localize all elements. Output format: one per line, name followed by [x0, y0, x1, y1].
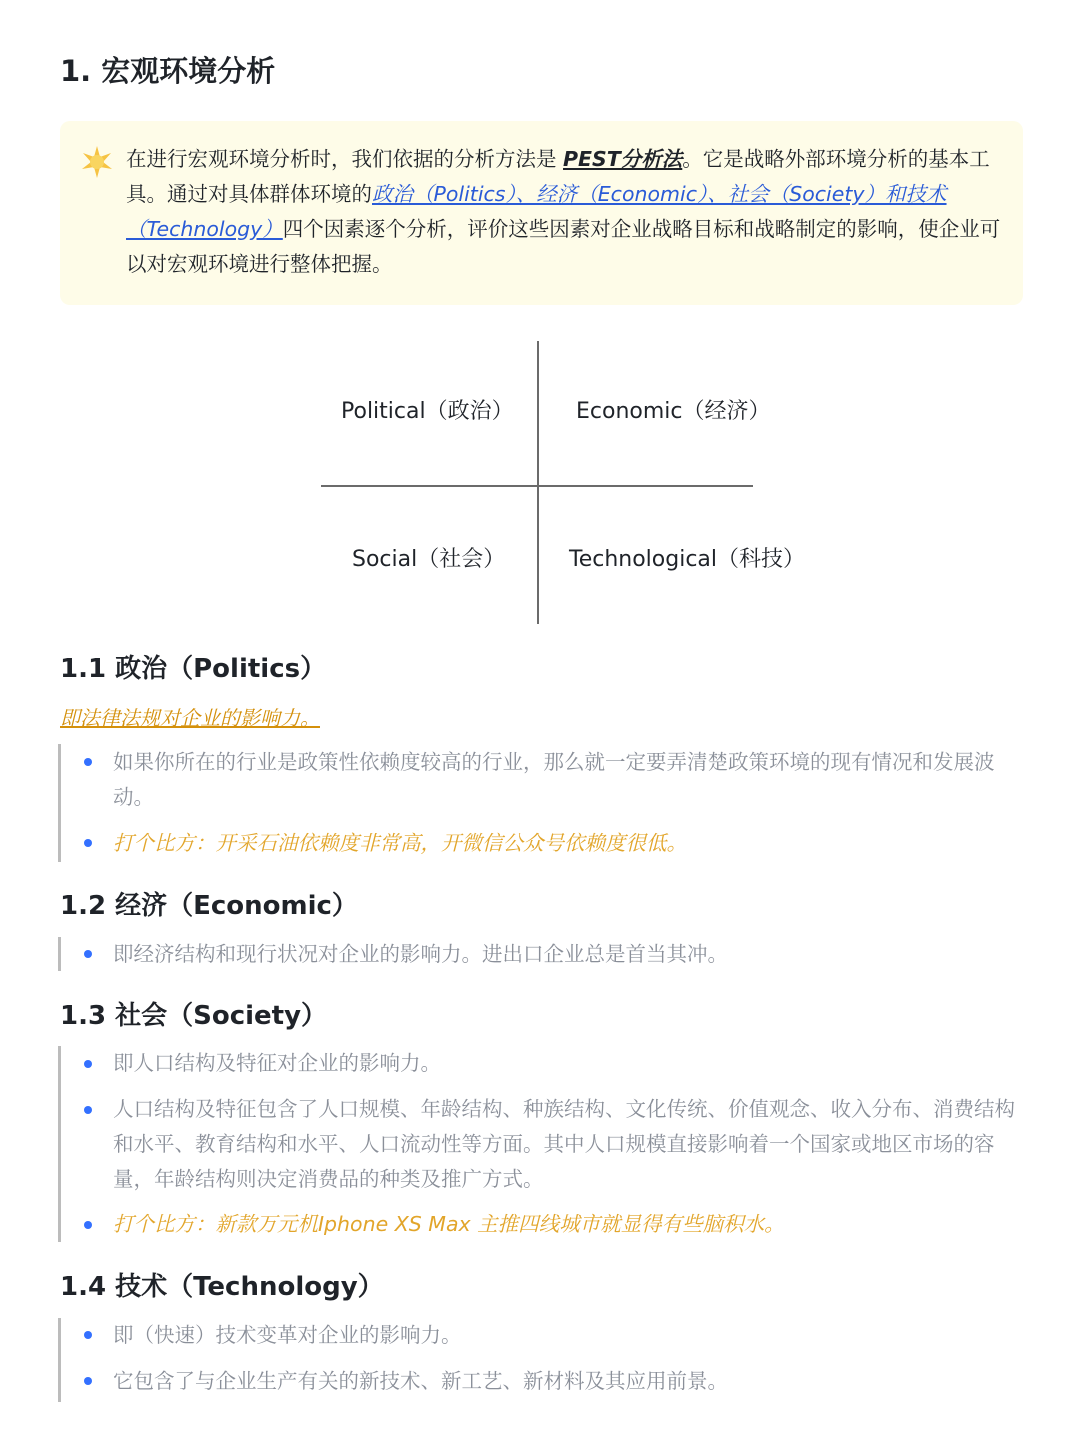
- technology-quote: [58, 1318, 728, 1402]
- bullet-dot: [84, 1331, 92, 1339]
- politics-quote: [58, 744, 995, 862]
- bullet-dot: [84, 950, 92, 958]
- callout-text: [126, 142, 1004, 282]
- bullet-dot: [84, 1377, 92, 1385]
- callout-box: [60, 121, 1023, 305]
- section-heading-society: 1.3 社会（Society）: [60, 1001, 328, 1031]
- society-quote: [58, 1046, 1015, 1242]
- society-bullet-3: 打个比方：新款万元机Iphone XS Max 主推四线城市就显得有些脑积水。: [113, 1212, 785, 1236]
- section-heading-economic: 1.2 经济（Economic）: [60, 891, 358, 921]
- callout-text-2: 。它是战略外部环境分析的基本工具。通过对具体群体环境的: [126, 147, 990, 206]
- quadrant-political: Political（政治）: [341, 399, 514, 424]
- politics-definition: 即法律法规对企业的影响力。: [60, 706, 320, 730]
- page-title: 1. 宏观环境分析: [60, 54, 276, 88]
- politics-bullet-1: 如果你所在的行业是政策性依赖度较高的行业，那么就一定要弄清楚政策环境的现有情况和发展波动。: [113, 750, 995, 809]
- quadrant-social: Social（社会）: [352, 547, 506, 572]
- section-heading-politics: 1.1 政治（Politics）: [60, 654, 327, 684]
- callout-text-3: 四个因素逐个分析，评价这些因素对企业战略目标和战略制定的影响，使企业可以对宏观环境进行整体把握。: [126, 217, 1001, 276]
- callout-text-1: 在进行宏观环境分析时，我们依据的分析方法是: [126, 147, 564, 171]
- quadrant-economic: Economic（经济）: [576, 399, 771, 424]
- quadrant-technological: Technological（科技）: [569, 547, 806, 572]
- bullet-dot: [84, 1060, 92, 1068]
- section-heading-technology: 1.4 技术（Technology）: [60, 1272, 384, 1302]
- sun-sparkle-icon: [80, 145, 114, 179]
- economic-quote: [58, 937, 728, 971]
- grid-vertical-line: [537, 341, 539, 624]
- pest-method-label: PEST分析法: [563, 147, 683, 171]
- society-bullet-1: 即人口结构及特征对企业的影响力。: [113, 1051, 441, 1075]
- bullet-dot: [84, 839, 92, 847]
- pest-factors-link[interactable]: 政治（Politics）、经济（Economic）、社会（Society）和技术（Technology）: [126, 182, 947, 241]
- politics-bullet-2: 打个比方：开采石油依赖度非常高，开微信公众号依赖度很低。: [113, 831, 687, 855]
- technology-bullet-1: 即（快速）技术变革对企业的影响力。: [113, 1323, 462, 1347]
- technology-bullet-2: 它包含了与企业生产有关的新技术、新工艺、新材料及其应用前景。: [113, 1369, 728, 1393]
- society-bullet-2: 人口结构及特征包含了人口规模、年龄结构、种族结构、文化传统、价值观念、收入分布、消费结构和水平、教育结构和水平、人口流动性等方面。其中人口规模直接影响着一个国家或地区市场的容量，年龄结构则决定消费品的种类及推广方式。: [113, 1097, 1015, 1191]
- grid-horizontal-line: [321, 485, 753, 487]
- bullet-dot: [84, 758, 92, 766]
- bullet-dot: [84, 1221, 92, 1229]
- economic-bullet-1: 即经济结构和现行状况对企业的影响力。进出口企业总是首当其冲。: [113, 942, 728, 966]
- bullet-dot: [84, 1106, 92, 1114]
